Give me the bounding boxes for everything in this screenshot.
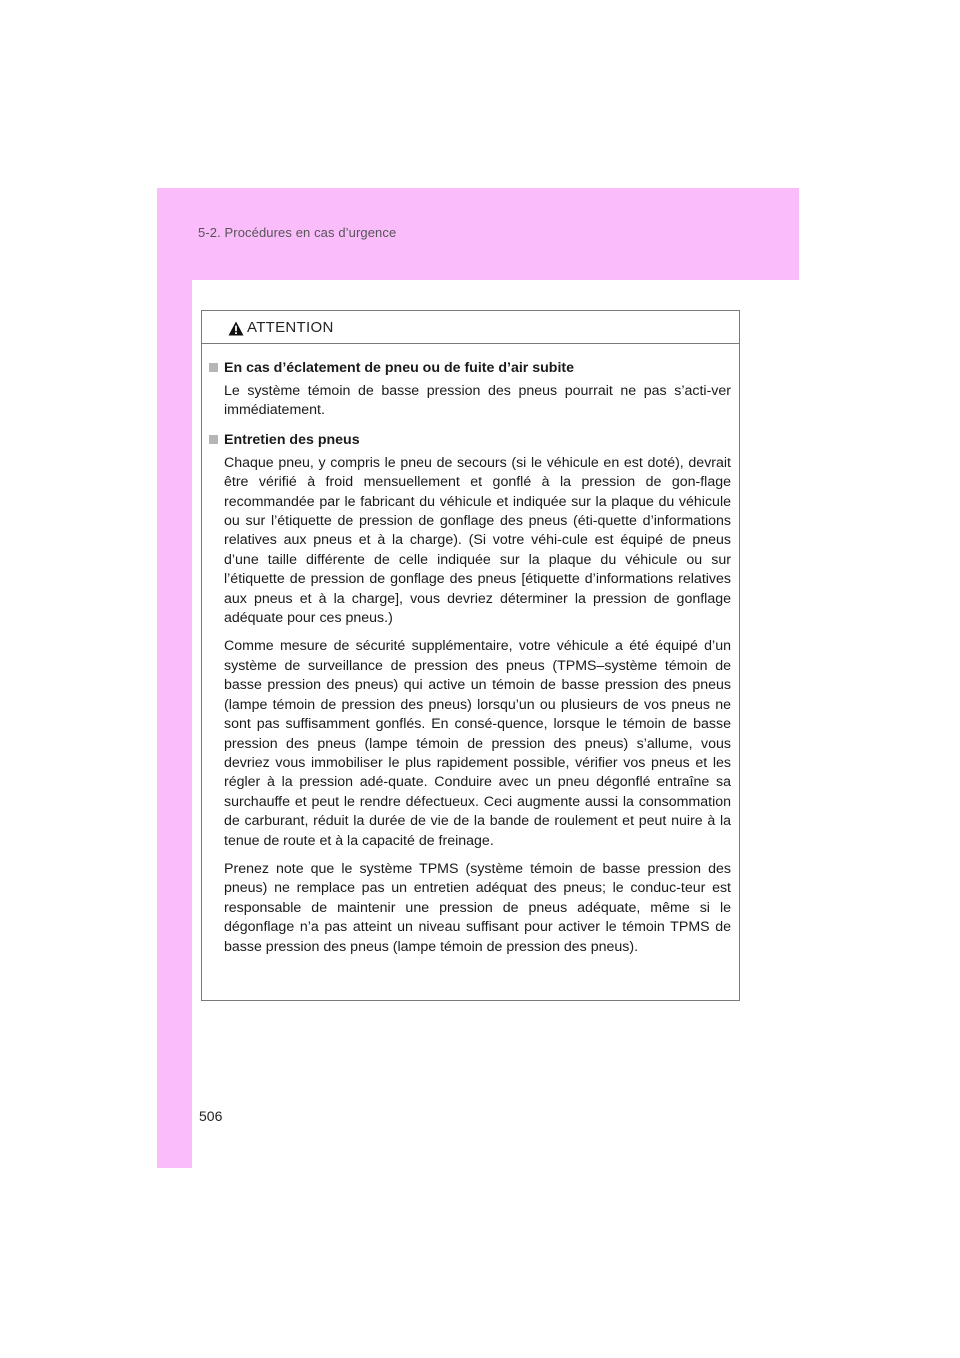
- square-bullet-icon: [209, 363, 218, 372]
- attention-title: ATTENTION: [247, 318, 334, 336]
- section-title: 5-2. Procédures en cas d’urgence: [198, 225, 397, 240]
- attention-box: [201, 310, 740, 1001]
- attention-content: [202, 344, 739, 957]
- item-paragraph: Prenez note que le système TPMS (système témoin de basse pression des pneus) ne remplace pas un entretien adéquat des pneus; le conduc-teur est responsable de maintenir une pression de pneus adéquate, même si le dégonflage n’a pas atteint un niveau suffisant pour activer le témoin TPMS de basse pression des pneus (lampe témoin de pression des pneus).: [224, 860, 731, 955]
- item-heading: [209, 358, 731, 378]
- square-bullet-icon: [209, 435, 218, 444]
- item-paragraph: Comme mesure de sécurité supplémentaire, votre véhicule a été équipé d’un système de surveillance de pression des pneus (TPMS–système témoin de basse pression des pneus) qui active un témoin de basse pression des pneus (lampe témoin de pression des pneus) lorsqu’un ou plusieurs de vos pneus ne sont pas suffisamment gonflés. En consé-quence, lorsque le témoin de basse pression des pneus (lampe témoin de pression des pneus) s’allume, vous devriez vous immobiliser le plus rapidement possible, vérifier vos pneus et les régler à la pression adé-quate. Conduire avec un pneu dégonflé entraîne sa surchauffe et peut le rendre défectueux. Ceci augmente aussi la consommation de carburant, réduit la durée de vie de la bande de roulement et peut nuire à la tenue de route et à la capacité de freinage.: [224, 638, 731, 849]
- item-heading-text: En cas d’éclatement de pneu ou de fuite d’air subite: [224, 360, 575, 376]
- page-number: 506: [199, 1108, 223, 1124]
- side-color-strip: [157, 188, 192, 1168]
- item-heading: [209, 430, 731, 450]
- attention-item: [209, 430, 731, 957]
- item-paragraph: Chaque pneu, y compris le pneu de secours (si le véhicule en est doté), devrait être vérifié à froid mensuellement et gonflé à la pression de gon-flage recommandée par le fabricant du véhicule et indiquée sur la plaque du véhicule ou sur l’étiquette de pression de gonflage des pneus (éti-quette d’informations relatives aux pneus et à la charge). (Si votre véhi-cule est équipé de pneus d’une taille différente de celle indiquée sur la plaque du véhicule ou sur l’étiquette de pression de gonflage des pneus [étiquette d’informations relatives aux pneus et à la charge], vous devriez déterminer la pression de gonflage adéquate pour ces pneus.): [224, 454, 731, 627]
- attention-header: [202, 311, 739, 344]
- item-heading-text: Entretien des pneus: [224, 431, 360, 448]
- attention-item: [209, 358, 731, 421]
- item-paragraph: Le système témoin de basse pression des pneus pourrait ne pas s’acti-ver immédiatement.: [224, 383, 731, 419]
- warning-triangle-icon: [228, 321, 244, 336]
